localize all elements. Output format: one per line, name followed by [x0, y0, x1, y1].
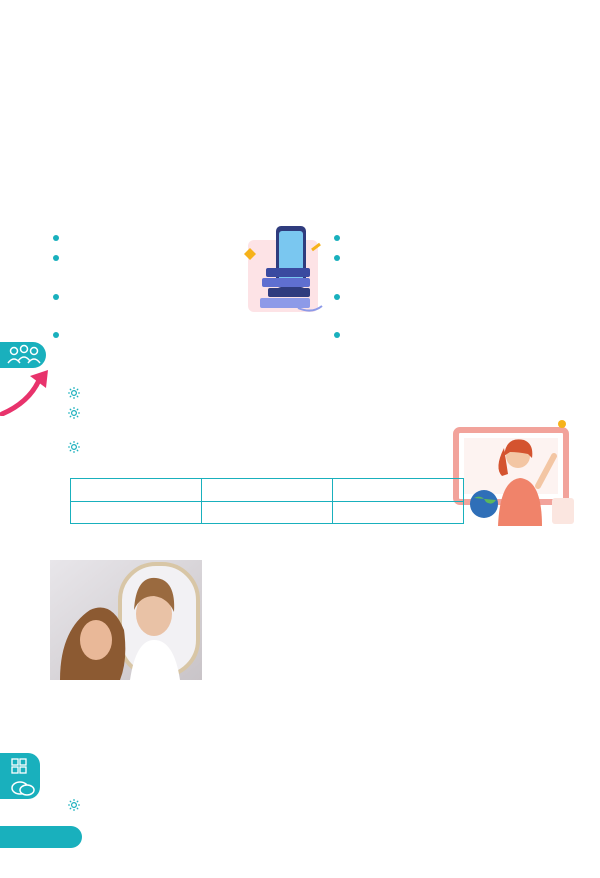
sun-step-icon [68, 799, 80, 811]
girl-mirror-photo [50, 560, 202, 680]
column-header-mentor [333, 479, 464, 502]
decorative-dots-top [28, 13, 578, 21]
bullet-dot [53, 332, 59, 338]
phone-books-illustration [238, 222, 328, 320]
bullet-dot [334, 235, 340, 241]
group-work-badge [0, 342, 46, 368]
footer-divider [0, 820, 600, 822]
table-cell-empty [71, 502, 202, 524]
dialogue-icon [10, 780, 36, 798]
bullet-dot [334, 255, 340, 261]
table-cell-empty [202, 502, 333, 524]
table-header-row [71, 479, 464, 502]
table-cell-empty [333, 502, 464, 524]
bullet-dot [334, 294, 340, 300]
sun-step-icon [68, 387, 80, 399]
sun-step-icon [68, 441, 80, 453]
tools-table [70, 478, 464, 524]
bullet-dot [53, 294, 59, 300]
page-number [0, 826, 82, 848]
group-work-icon [0, 342, 46, 368]
bullet-dot [53, 255, 59, 261]
column-header-tool [71, 479, 202, 502]
girl-presentation-illustration [450, 418, 578, 530]
bullet-dot [53, 235, 59, 241]
pointer-arrow-icon [0, 368, 58, 416]
column-header-purpose [202, 479, 333, 502]
decorative-dots-bottom [330, 836, 578, 842]
table-row [71, 502, 464, 524]
bullet-dot [334, 332, 340, 338]
sun-step-icon [68, 407, 80, 419]
